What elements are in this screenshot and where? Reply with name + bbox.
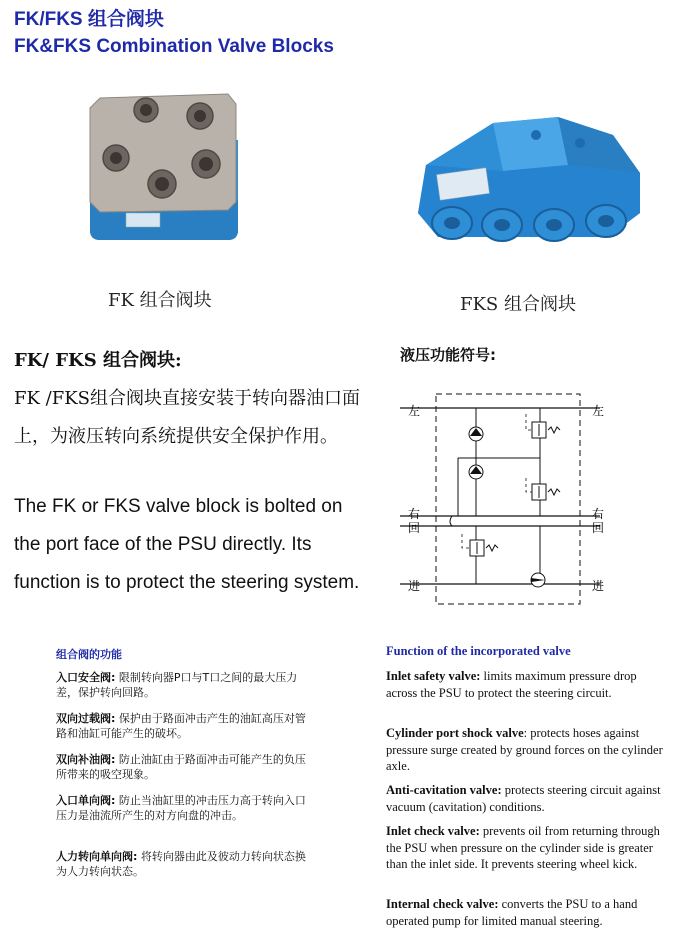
functions-en-item — [386, 668, 668, 701]
functions-cn-item — [56, 793, 306, 823]
functions-cn-item — [56, 752, 306, 782]
functions-cn-item — [56, 711, 306, 741]
function-term: 入口单向阀: — [56, 794, 116, 807]
functions-en-item — [386, 823, 668, 873]
function-desc: 将转向器由此及彼动力转向状态换为人力转向状态。 — [56, 850, 306, 878]
function-desc: limits maximum pressure drop across the PSU to protect the steering circuit. — [386, 669, 637, 700]
label-right-port: 左 — [592, 404, 605, 418]
function-desc: : protects hoses against pressure surge created by ground forces on the cylinder axle. — [386, 726, 663, 773]
function-desc: 保护由于路面冲击产生的油缸高压对管路和油缸可能产生的破坏。 — [56, 712, 306, 740]
functions-en-item — [386, 782, 668, 815]
function-term: Anti-cavitation valve: — [386, 783, 502, 797]
functions-cn-item — [56, 670, 306, 700]
label-inlet-left: 进 — [408, 579, 421, 593]
symbol-heading: 液压功能符号: — [400, 346, 496, 364]
label-left-port: 左 — [408, 404, 421, 418]
function-term: Inlet safety valve: — [386, 669, 481, 683]
fk-caption: FK 组合阀块 — [108, 290, 212, 311]
label-inlet-right: 进 — [592, 579, 605, 593]
page-title-cn: FK/FKS 组合阀块 — [14, 9, 164, 30]
function-term: 双向补油阀: — [56, 753, 116, 766]
intro-text-en: The FK or FKS valve block is bolted on the port face of the PSU directly. Its function is to protect the steering system. — [14, 496, 360, 593]
function-desc: 防止油缸由于路面冲击可能产生的负压所带来的吸空现象。 — [56, 753, 306, 781]
function-desc: 防止当油缸里的冲击压力高于转向入口压力是油流所产生的对方向盘的冲击。 — [56, 794, 306, 822]
function-term: Inlet check valve: — [386, 824, 480, 838]
functions-en-item — [386, 896, 668, 929]
functions-en-heading: Function of the incorporated valve — [386, 644, 571, 658]
fks-valve-block-image — [408, 95, 653, 260]
function-term: 入口安全阀: — [56, 671, 116, 684]
function-term: Cylinder port shock valve — [386, 726, 524, 740]
function-term: 双向过载阀: — [56, 712, 116, 725]
function-desc: converts the PSU to a hand operated pump for limited manual steering. — [386, 897, 638, 928]
function-desc: 限制转向器P口与T口之间的最大压力差，保护转向回路。 — [56, 671, 298, 699]
functions-cn-item — [56, 849, 306, 879]
fk-valve-block-image — [78, 80, 248, 255]
function-term: 人力转向单向阀: — [56, 850, 138, 863]
fks-caption: FKS 组合阀块 — [460, 294, 576, 315]
page-title-en: FK&FKS Combination Valve Blocks — [14, 36, 334, 57]
function-desc: prevents oil from returning through the PSU when pressure on the cylinder side is greater than the inlet side. It prevents steering wheel kick. — [386, 824, 660, 871]
intro-heading: FK/ FKS 组合阀块: — [14, 350, 182, 371]
functions-en-item — [386, 725, 668, 775]
label-return-right-1: 右 — [592, 507, 605, 521]
hydraulic-symbol-diagram — [400, 374, 620, 614]
intro-text-cn: FK /FKS组合阀块直接安装于转向器油口面上，为液压转向系统提供安全保护作用。 — [14, 388, 360, 447]
label-return-right-2: 回 — [592, 521, 605, 535]
function-desc: protects steering circuit against vacuum (cavitation) conditions. — [386, 783, 661, 814]
functions-cn-heading: 组合阀的功能 — [56, 648, 122, 661]
label-return-left-1: 右 — [408, 507, 421, 521]
function-term: Internal check valve: — [386, 897, 499, 911]
label-return-left-2: 回 — [408, 521, 421, 535]
